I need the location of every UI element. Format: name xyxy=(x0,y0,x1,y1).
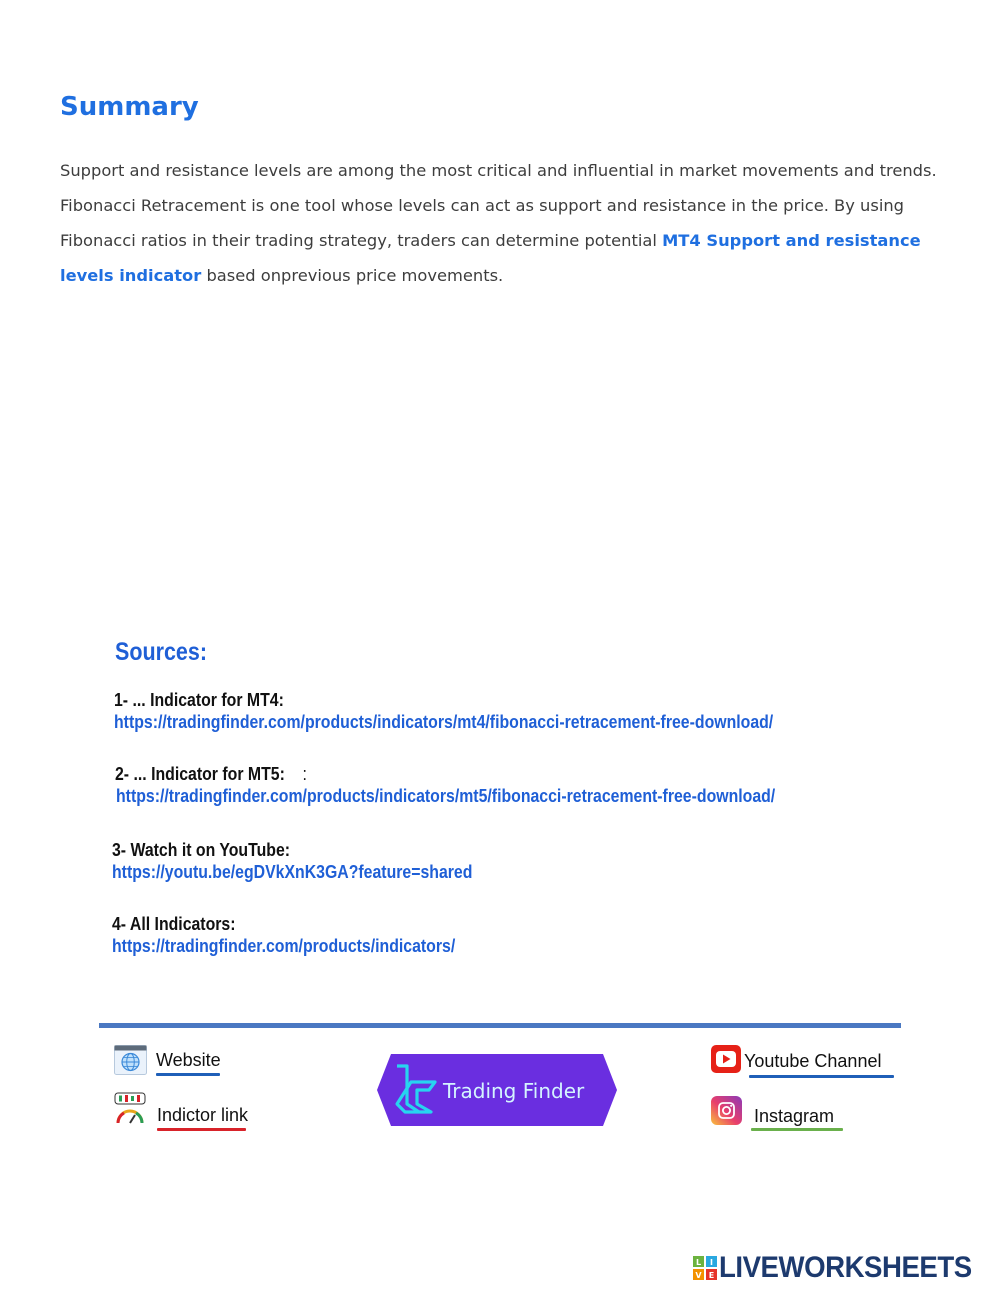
source-2-heading-text: 2- ... Indicator for MT5: xyxy=(115,764,285,784)
youtube-underline xyxy=(749,1075,894,1078)
website-link[interactable]: Website xyxy=(156,1050,221,1070)
source-1-heading: 1- ... Indicator for MT4: xyxy=(114,690,284,710)
indicator-gauge-icon[interactable] xyxy=(114,1092,146,1126)
liveworksheets-watermark xyxy=(693,1252,994,1284)
instagram-underline xyxy=(751,1128,843,1131)
website-globe-icon[interactable] xyxy=(114,1045,147,1075)
source-1-link[interactable]: https://tradingfinder.com/products/indicators/mt4/fibonacci-retracement-free-download/ xyxy=(114,712,774,732)
summary-paragraph xyxy=(60,153,945,293)
source-4-heading: 4- All Indicators: xyxy=(112,914,236,934)
summary-title: Summary xyxy=(60,92,199,122)
website-underline xyxy=(156,1073,220,1076)
summary-text-end: based onprevious price movements. xyxy=(201,266,504,285)
instagram-link[interactable]: Instagram xyxy=(754,1106,835,1126)
liveworksheets-badge-icon xyxy=(693,1256,717,1280)
svg-text:E: E xyxy=(708,1271,715,1280)
source-2-heading xyxy=(115,764,307,785)
source-3-link[interactable]: https://youtu.be/egDVkXnK3GA?feature=shared xyxy=(112,862,473,882)
liveworksheets-text: LIVEWORKSHEETS xyxy=(719,1251,972,1284)
source-4-link[interactable]: https://tradingfinder.com/products/indicators/ xyxy=(112,936,456,956)
svg-text:I: I xyxy=(710,1258,713,1267)
indicator-link[interactable]: Indictor link xyxy=(157,1105,249,1125)
svg-text:V: V xyxy=(695,1271,702,1280)
source-2-link[interactable]: https://tradingfinder.com/products/indicators/mt5/fibonacci-retracement-free-download/ xyxy=(116,786,776,806)
svg-text:L: L xyxy=(695,1258,702,1267)
logo-text: Trading Finder xyxy=(443,1079,585,1103)
source-3-heading: 3- Watch it on YouTube: xyxy=(112,840,291,860)
mt4-indicator-link[interactable]: MT4 Support and resistance levels indicator xyxy=(60,231,921,285)
youtube-channel-link[interactable]: Youtube Channel xyxy=(744,1051,882,1071)
footer-divider xyxy=(99,1023,901,1028)
sources-title: Sources: xyxy=(115,638,208,666)
youtube-icon[interactable] xyxy=(711,1045,741,1073)
source-2-colon: : xyxy=(302,764,307,784)
indicator-underline xyxy=(157,1128,246,1131)
summary-text-start: Support and resistance levels are among the most critical and influential in market movements and trends. Fibonacci Retracement is one tool whose levels can act as support and resistance in the price. By using Fibonacci ratios in their trading strategy, traders can determine potential xyxy=(60,161,937,250)
trading-finder-logo[interactable] xyxy=(377,1054,617,1126)
instagram-icon[interactable] xyxy=(711,1096,742,1125)
